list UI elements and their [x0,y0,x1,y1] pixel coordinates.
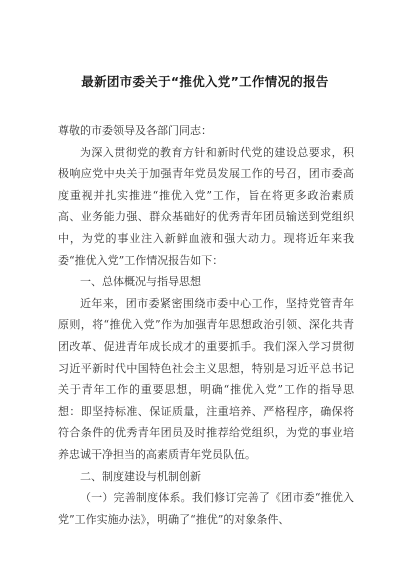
paragraph-system: （一）完善制度体系。我们修订完善了《团市委“推优入党”工作实施办法》，明确了“推优”的对象条件、 [58,491,354,526]
section-heading-2: 二、制度建设与机制创新 [80,469,201,483]
document-body [58,120,354,530]
section-heading-1: 一、总体概况与指导思想 [80,275,201,289]
paragraph-intro: 为深入贯彻党的教育方针和新时代党的建设总要求，积极响应党中央关于加强青年党员发展工作的号召，团市委高度重视并扎实推进“推优入党”工作，旨在将更多政治素质高、业务能力强、群众基础好的优秀青年团员输送到党组织中，为党的事业注入新鲜血液和强大动力。现将近年来我委“推优入党”工作情况报告如下： [58,145,354,267]
document-title: 最新团市委关于“推优入党”工作情况的报告 [81,74,329,89]
salutation: 尊敬的市委领导及各部门同志： [58,124,212,137]
paragraph-overview: 近年来，团市委紧密围绕市委中心工作，坚持党管青年原则，将“推优入党”作为加强青年思想政治引领、深化共青团改革、促进青年成长成才的重要抓手。我们深入学习贯彻习近平新时代中国特色社会主义思想，特别是习近平总书记关于青年工作的重要思想，明确“推优入党”工作的指导思想：即坚持标准、保证质量，注重培养、严格程序，确保将符合条件的优秀青年团员及时推荐给党组织，为党的事业培养忠诚干净担当的高素质青年党员队伍。 [58,296,354,461]
